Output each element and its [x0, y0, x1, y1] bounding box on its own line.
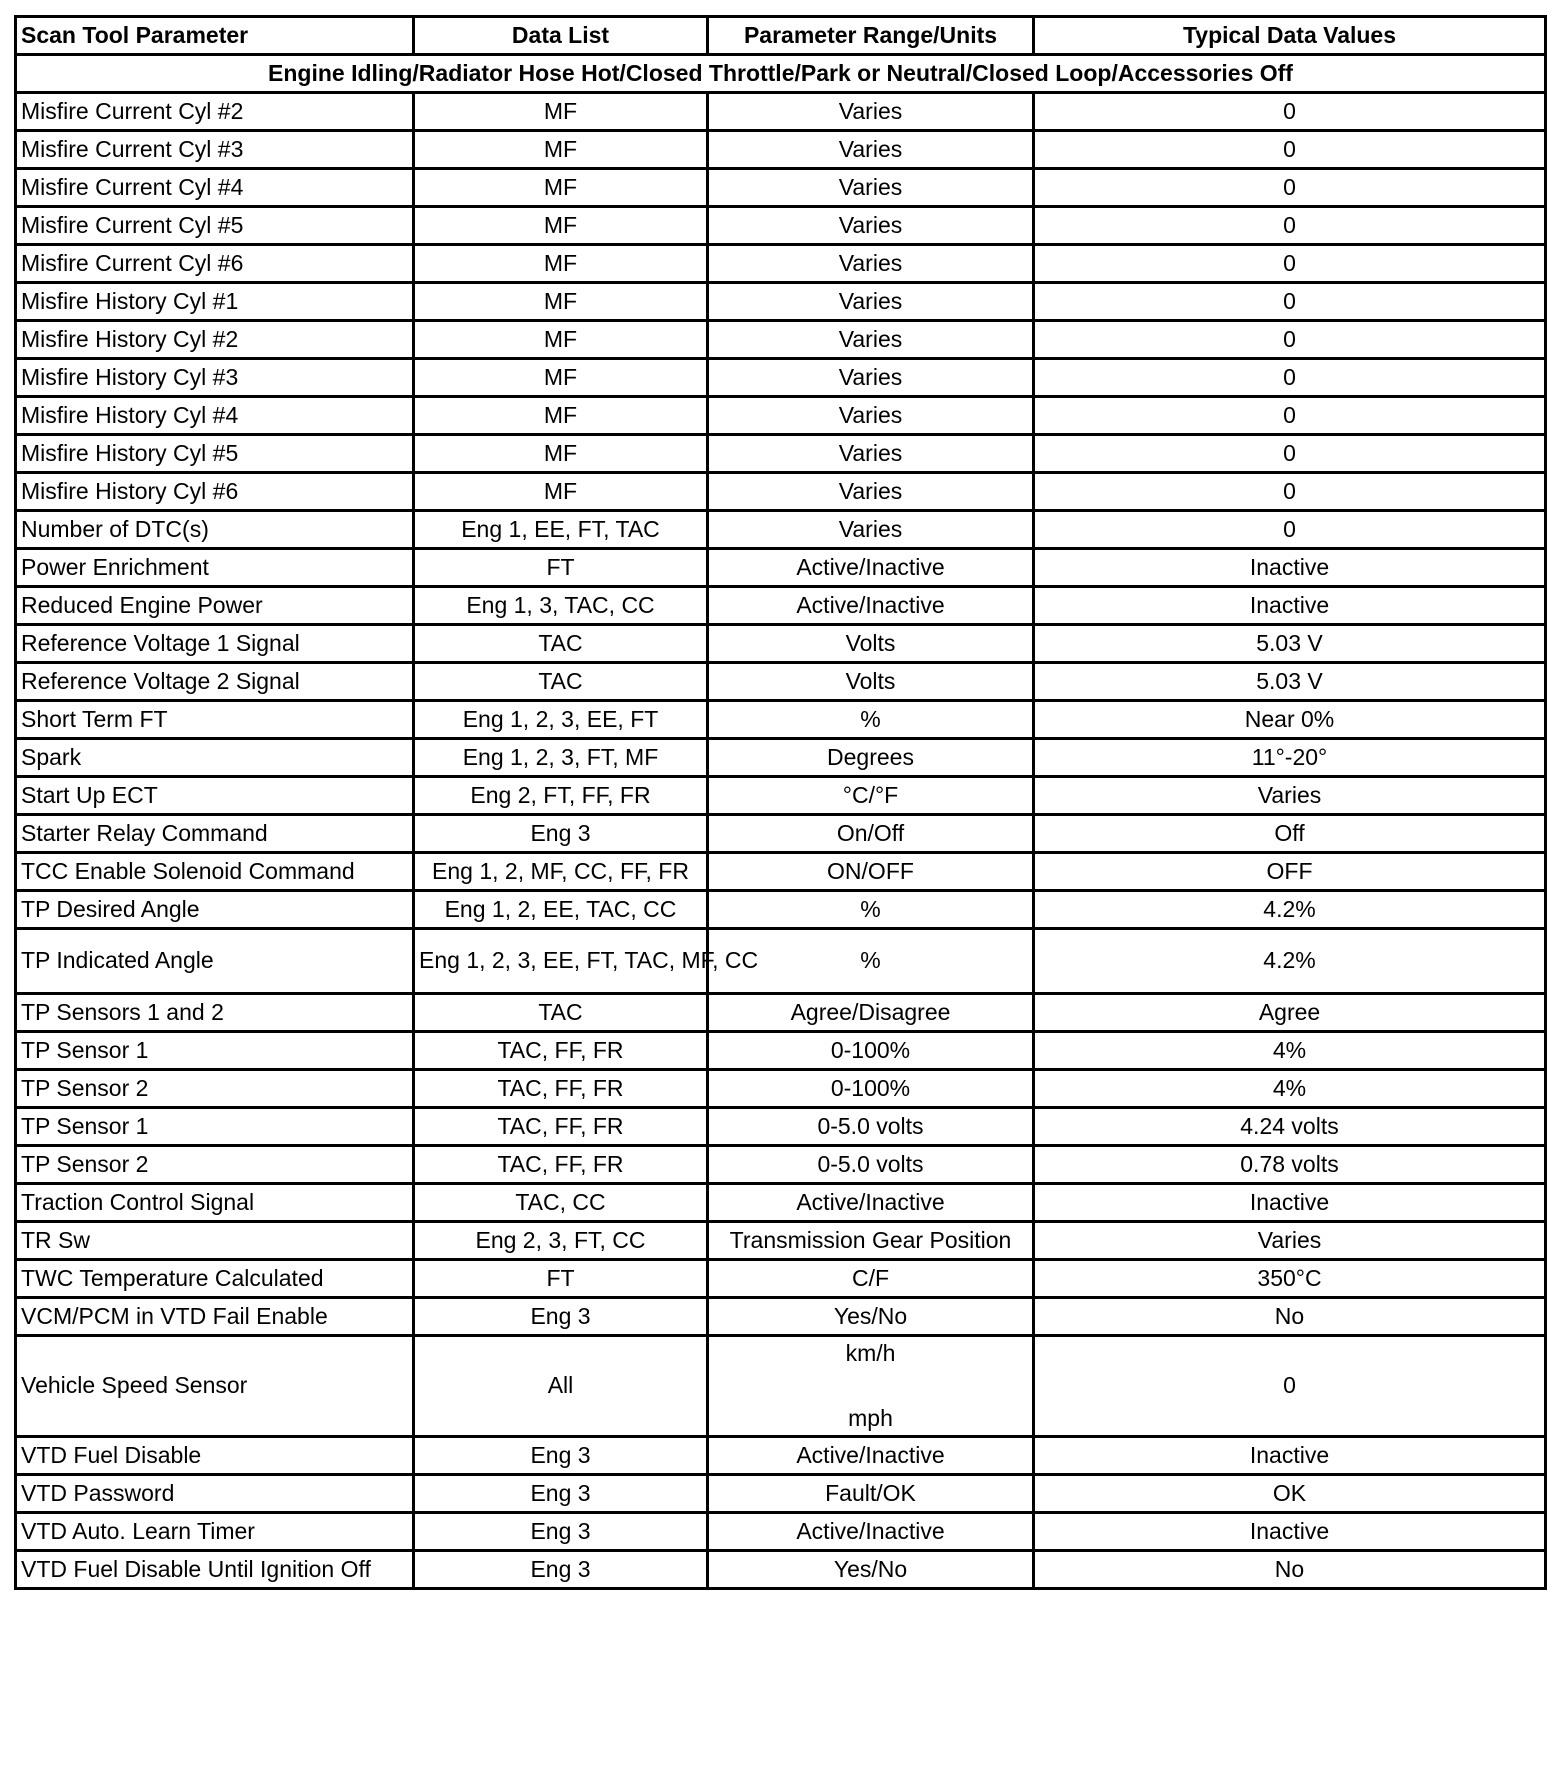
- cell-typical-value: 0: [1034, 207, 1546, 245]
- cell-parameter-range: Varies: [708, 321, 1034, 359]
- cell-parameter-range: Varies: [708, 131, 1034, 169]
- cell-scan-tool-parameter: VTD Fuel Disable Until Ignition Off: [16, 1551, 414, 1589]
- cell-data-list: Eng 1, 2, 3, EE, FT, TAC, MF, CC: [414, 929, 708, 994]
- cell-parameter-range: Active/Inactive: [708, 549, 1034, 587]
- cell-data-list: TAC, FF, FR: [414, 1146, 708, 1184]
- cell-scan-tool-parameter: Number of DTC(s): [16, 511, 414, 549]
- cell-parameter-range: Volts: [708, 663, 1034, 701]
- cell-scan-tool-parameter: TR Sw: [16, 1222, 414, 1260]
- header-row: [16, 17, 1546, 55]
- header-scan-tool-parameter: Scan Tool Parameter: [16, 17, 414, 55]
- cell-scan-tool-parameter: TP Sensor 1: [16, 1032, 414, 1070]
- cell-parameter-range: Active/Inactive: [708, 1513, 1034, 1551]
- cell-parameter-range: Active/Inactive: [708, 587, 1034, 625]
- cell-scan-tool-parameter: Power Enrichment: [16, 549, 414, 587]
- cell-scan-tool-parameter: Reference Voltage 2 Signal: [16, 663, 414, 701]
- cell-scan-tool-parameter: TWC Temperature Calculated: [16, 1260, 414, 1298]
- cell-parameter-range: On/Off: [708, 815, 1034, 853]
- cell-parameter-range: ON/OFF: [708, 853, 1034, 891]
- header-data-list: Data List: [414, 17, 708, 55]
- cell-data-list: TAC, FF, FR: [414, 1108, 708, 1146]
- cell-scan-tool-parameter: Misfire History Cyl #5: [16, 435, 414, 473]
- cell-typical-value: No: [1034, 1298, 1546, 1336]
- cell-scan-tool-parameter: Misfire History Cyl #4: [16, 397, 414, 435]
- cell-data-list: Eng 1, 2, 3, FT, MF: [414, 739, 708, 777]
- cell-scan-tool-parameter: VTD Password: [16, 1475, 414, 1513]
- cell-scan-tool-parameter: Misfire History Cyl #3: [16, 359, 414, 397]
- table-row: [16, 283, 1546, 321]
- table-row: [16, 625, 1546, 663]
- table-row: [16, 473, 1546, 511]
- range-unit: mph: [848, 1404, 893, 1431]
- cell-data-list: TAC, CC: [414, 1184, 708, 1222]
- cell-data-list: MF: [414, 93, 708, 131]
- cell-typical-value: 5.03 V: [1034, 663, 1546, 701]
- cell-scan-tool-parameter: TP Sensor 2: [16, 1146, 414, 1184]
- table-row: [16, 1070, 1546, 1108]
- table-row: [16, 1298, 1546, 1336]
- cell-typical-value: 4%: [1034, 1070, 1546, 1108]
- cell-scan-tool-parameter: TCC Enable Solenoid Command: [16, 853, 414, 891]
- cell-scan-tool-parameter: TP Sensors 1 and 2: [16, 994, 414, 1032]
- cell-typical-value: 11°-20°: [1034, 739, 1546, 777]
- cell-scan-tool-parameter: Misfire History Cyl #2: [16, 321, 414, 359]
- cell-typical-value: Varies: [1034, 777, 1546, 815]
- table-row: [16, 93, 1546, 131]
- cell-data-list: All: [414, 1336, 708, 1437]
- cell-data-list: MF: [414, 359, 708, 397]
- cell-parameter-range: Agree/Disagree: [708, 994, 1034, 1032]
- cell-typical-value: Agree: [1034, 994, 1546, 1032]
- cell-parameter-range: Transmission Gear Position: [708, 1222, 1034, 1260]
- cell-parameter-range: %: [708, 701, 1034, 739]
- cell-typical-value: 350°C: [1034, 1260, 1546, 1298]
- cell-data-list: MF: [414, 245, 708, 283]
- cell-scan-tool-parameter: Misfire Current Cyl #2: [16, 93, 414, 131]
- cell-typical-value: 0: [1034, 245, 1546, 283]
- cell-parameter-range: Varies: [708, 93, 1034, 131]
- table-row: [16, 701, 1546, 739]
- cell-scan-tool-parameter: VTD Auto. Learn Timer: [16, 1513, 414, 1551]
- cell-data-list: Eng 1, 2, EE, TAC, CC: [414, 891, 708, 929]
- cell-typical-value: 4.2%: [1034, 891, 1546, 929]
- cell-data-list: MF: [414, 169, 708, 207]
- cell-data-list: Eng 3: [414, 1298, 708, 1336]
- cell-parameter-range: Varies: [708, 207, 1034, 245]
- cell-scan-tool-parameter: Misfire Current Cyl #3: [16, 131, 414, 169]
- cell-scan-tool-parameter: TP Indicated Angle: [16, 929, 414, 994]
- table-row: [16, 1437, 1546, 1475]
- cell-scan-tool-parameter: TP Desired Angle: [16, 891, 414, 929]
- cell-scan-tool-parameter: Traction Control Signal: [16, 1184, 414, 1222]
- cell-typical-value: Near 0%: [1034, 701, 1546, 739]
- cell-data-list: MF: [414, 321, 708, 359]
- cell-parameter-range: Active/Inactive: [708, 1437, 1034, 1475]
- cell-scan-tool-parameter: VTD Fuel Disable: [16, 1437, 414, 1475]
- cell-data-list: Eng 1, 2, MF, CC, FF, FR: [414, 853, 708, 891]
- cell-typical-value: 0: [1034, 131, 1546, 169]
- cell-parameter-range: 0-5.0 volts: [708, 1146, 1034, 1184]
- table-row: [16, 435, 1546, 473]
- range-unit-stack: [713, 1341, 1028, 1431]
- cell-scan-tool-parameter: Reference Voltage 1 Signal: [16, 625, 414, 663]
- cell-data-list: MF: [414, 131, 708, 169]
- table-row: [16, 1551, 1546, 1589]
- cell-parameter-range: Volts: [708, 625, 1034, 663]
- cell-parameter-range: 0-100%: [708, 1032, 1034, 1070]
- cell-scan-tool-parameter: Start Up ECT: [16, 777, 414, 815]
- cell-data-list: MF: [414, 207, 708, 245]
- cell-data-list: MF: [414, 473, 708, 511]
- table-row: [16, 1336, 1546, 1437]
- range-unit: km/h: [845, 1340, 896, 1366]
- cell-parameter-range: Degrees: [708, 739, 1034, 777]
- cell-scan-tool-parameter: Misfire History Cyl #1: [16, 283, 414, 321]
- cell-typical-value: OFF: [1034, 853, 1546, 891]
- table-row: [16, 663, 1546, 701]
- cell-data-list: Eng 3: [414, 1513, 708, 1551]
- cell-scan-tool-parameter: Vehicle Speed Sensor: [16, 1336, 414, 1437]
- cell-scan-tool-parameter: Starter Relay Command: [16, 815, 414, 853]
- section-title: Engine Idling/Radiator Hose Hot/Closed Throttle/Park or Neutral/Closed Loop/Accessories Off: [16, 55, 1546, 93]
- cell-parameter-range: Yes/No: [708, 1298, 1034, 1336]
- cell-typical-value: No: [1034, 1551, 1546, 1589]
- cell-typical-value: 5.03 V: [1034, 625, 1546, 663]
- cell-parameter-range: %: [708, 891, 1034, 929]
- cell-data-list: Eng 3: [414, 1475, 708, 1513]
- cell-typical-value: Inactive: [1034, 1184, 1546, 1222]
- cell-typical-value: 0: [1034, 93, 1546, 131]
- cell-typical-value: OK: [1034, 1475, 1546, 1513]
- cell-typical-value: 0: [1034, 435, 1546, 473]
- cell-typical-value: 0: [1034, 511, 1546, 549]
- table-row: [16, 131, 1546, 169]
- cell-data-list: FT: [414, 549, 708, 587]
- cell-parameter-range: C/F: [708, 1260, 1034, 1298]
- scan-tool-data-table: [14, 15, 1547, 1590]
- cell-scan-tool-parameter: Spark: [16, 739, 414, 777]
- cell-scan-tool-parameter: TP Sensor 1: [16, 1108, 414, 1146]
- cell-parameter-range: Varies: [708, 435, 1034, 473]
- table-row: [16, 207, 1546, 245]
- cell-typical-value: 0: [1034, 321, 1546, 359]
- table-row: [16, 777, 1546, 815]
- cell-typical-value: 4.24 volts: [1034, 1108, 1546, 1146]
- cell-scan-tool-parameter: Reduced Engine Power: [16, 587, 414, 625]
- cell-data-list: Eng 1, EE, FT, TAC: [414, 511, 708, 549]
- cell-parameter-range: Fault/OK: [708, 1475, 1034, 1513]
- table-row: [16, 1222, 1546, 1260]
- cell-data-list: MF: [414, 397, 708, 435]
- cell-parameter-range: Active/Inactive: [708, 1184, 1034, 1222]
- cell-data-list: MF: [414, 283, 708, 321]
- cell-typical-value: 0: [1034, 359, 1546, 397]
- cell-data-list: TAC: [414, 663, 708, 701]
- cell-scan-tool-parameter: Short Term FT: [16, 701, 414, 739]
- table-row: [16, 815, 1546, 853]
- table-row: [16, 1146, 1546, 1184]
- cell-parameter-range: Varies: [708, 397, 1034, 435]
- cell-data-list: Eng 3: [414, 1551, 708, 1589]
- cell-typical-value: 0: [1034, 1336, 1546, 1437]
- header-parameter-range-units: Parameter Range/Units: [708, 17, 1034, 55]
- cell-typical-value: Inactive: [1034, 1437, 1546, 1475]
- table-row: [16, 929, 1546, 994]
- cell-parameter-range: 0-5.0 volts: [708, 1108, 1034, 1146]
- table-row: [16, 1108, 1546, 1146]
- table-row: [16, 549, 1546, 587]
- table-row: [16, 1513, 1546, 1551]
- cell-data-list: MF: [414, 435, 708, 473]
- cell-parameter-range: Varies: [708, 511, 1034, 549]
- cell-parameter-range: Varies: [708, 473, 1034, 511]
- cell-data-list: Eng 1, 2, 3, EE, FT: [414, 701, 708, 739]
- table-row: [16, 169, 1546, 207]
- cell-typical-value: 4.2%: [1034, 929, 1546, 994]
- cell-scan-tool-parameter: Misfire History Cyl #6: [16, 473, 414, 511]
- cell-scan-tool-parameter: Misfire Current Cyl #6: [16, 245, 414, 283]
- cell-typical-value: Off: [1034, 815, 1546, 853]
- table-row: [16, 321, 1546, 359]
- cell-scan-tool-parameter: Misfire Current Cyl #5: [16, 207, 414, 245]
- cell-data-list: TAC: [414, 625, 708, 663]
- table-row: [16, 1260, 1546, 1298]
- cell-data-list: FT: [414, 1260, 708, 1298]
- cell-typical-value: 0: [1034, 473, 1546, 511]
- cell-data-list: Eng 2, 3, FT, CC: [414, 1222, 708, 1260]
- cell-parameter-range: Varies: [708, 169, 1034, 207]
- cell-parameter-range: Yes/No: [708, 1551, 1034, 1589]
- table-row: [16, 1475, 1546, 1513]
- cell-data-list: Eng 1, 3, TAC, CC: [414, 587, 708, 625]
- cell-typical-value: Inactive: [1034, 1513, 1546, 1551]
- cell-typical-value: 4%: [1034, 1032, 1546, 1070]
- table-row: [16, 994, 1546, 1032]
- table-row: [16, 739, 1546, 777]
- cell-data-list: Eng 2, FT, FF, FR: [414, 777, 708, 815]
- cell-parameter-range: 0-100%: [708, 1070, 1034, 1108]
- cell-data-list: TAC, FF, FR: [414, 1032, 708, 1070]
- table-row: [16, 1184, 1546, 1222]
- cell-scan-tool-parameter: Misfire Current Cyl #4: [16, 169, 414, 207]
- cell-typical-value: 0: [1034, 169, 1546, 207]
- cell-scan-tool-parameter: VCM/PCM in VTD Fail Enable: [16, 1298, 414, 1336]
- cell-data-list: Eng 3: [414, 1437, 708, 1475]
- cell-data-list: TAC, FF, FR: [414, 1070, 708, 1108]
- cell-scan-tool-parameter: TP Sensor 2: [16, 1070, 414, 1108]
- table-row: [16, 511, 1546, 549]
- table-row: [16, 587, 1546, 625]
- cell-parameter-range: °C/°F: [708, 777, 1034, 815]
- table-row: [16, 891, 1546, 929]
- cell-typical-value: Varies: [1034, 1222, 1546, 1260]
- cell-data-list: TAC: [414, 994, 708, 1032]
- cell-typical-value: Inactive: [1034, 549, 1546, 587]
- table-row: [16, 853, 1546, 891]
- table-row: [16, 1032, 1546, 1070]
- cell-parameter-range: Varies: [708, 245, 1034, 283]
- cell-data-list: Eng 3: [414, 815, 708, 853]
- cell-parameter-range: [708, 1336, 1034, 1437]
- cell-parameter-range: %: [708, 929, 1034, 994]
- cell-typical-value: 0: [1034, 397, 1546, 435]
- section-row: [16, 55, 1546, 93]
- cell-typical-value: Inactive: [1034, 587, 1546, 625]
- cell-typical-value: 0: [1034, 283, 1546, 321]
- cell-typical-value: 0.78 volts: [1034, 1146, 1546, 1184]
- table-row: [16, 359, 1546, 397]
- table-row: [16, 397, 1546, 435]
- header-typical-data-values: Typical Data Values: [1034, 17, 1546, 55]
- cell-parameter-range: Varies: [708, 283, 1034, 321]
- cell-parameter-range: Varies: [708, 359, 1034, 397]
- table-row: [16, 245, 1546, 283]
